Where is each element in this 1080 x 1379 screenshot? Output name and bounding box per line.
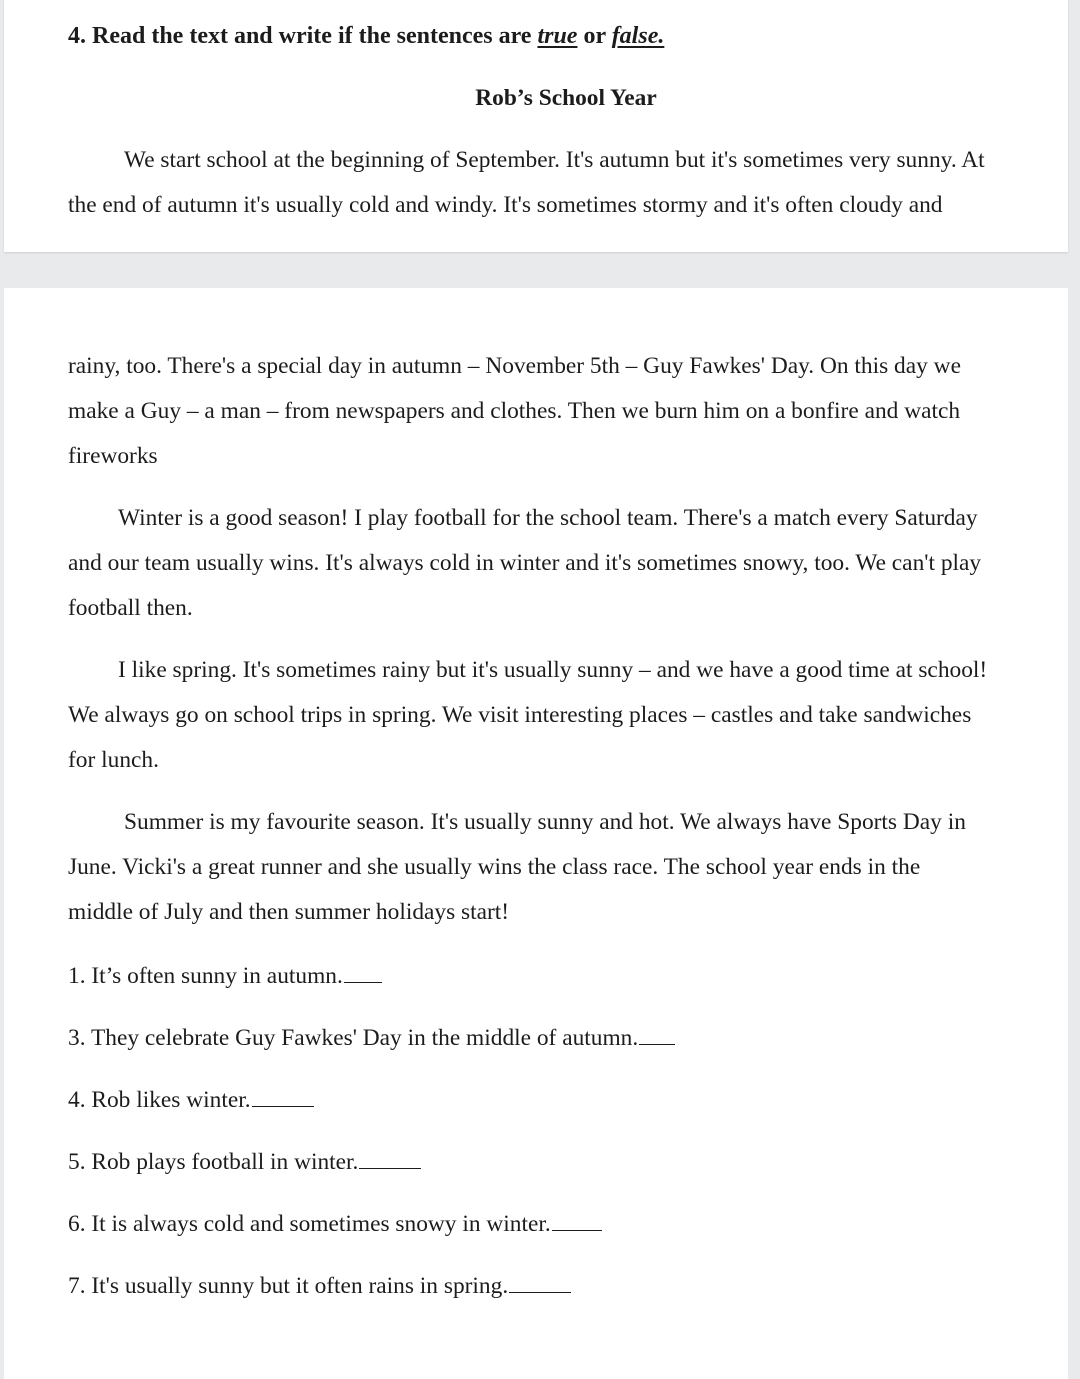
- question-item: [68, 1146, 421, 1176]
- paragraph-line: We start school at the beginning of September. It's autumn but it's sometimes very sunny. At: [124, 147, 985, 173]
- question-text: 7. It's usually sunny but it often rains in spring.: [68, 1273, 509, 1299]
- question-text: 3. They celebrate Guy Fawkes' Day in the middle of autumn.: [68, 1025, 639, 1051]
- question-item: [68, 1084, 314, 1114]
- question-item: [68, 960, 382, 990]
- question-item: [68, 1022, 675, 1052]
- answer-blank[interactable]: [252, 1084, 314, 1107]
- paragraph-line: middle of July and then summer holidays start!: [68, 899, 510, 925]
- answer-blank[interactable]: [639, 1022, 675, 1045]
- answer-blank[interactable]: [344, 960, 382, 983]
- question-item: [68, 1208, 602, 1238]
- page-1: [4, 0, 1068, 252]
- word-true: true: [537, 23, 578, 49]
- paragraph-line: I like spring. It's sometimes rainy but it's usually sunny – and we have a good time at school!: [118, 657, 988, 683]
- paragraph-line: June. Vicki's a great runner and she usually wins the class race. The school year ends in the: [68, 854, 921, 880]
- paragraph-line: the end of autumn it's usually cold and windy. It's sometimes stormy and it's often cloudy and: [68, 192, 943, 218]
- question-text: 5. Rob plays football in winter.: [68, 1149, 359, 1175]
- paragraph-line: and our team usually wins. It's always cold in winter and it's sometimes snowy, too. We can't play: [68, 550, 982, 576]
- question-text: 4. Rob likes winter.: [68, 1087, 251, 1113]
- question-item: [68, 1270, 571, 1300]
- paragraph-line: make a Guy – a man – from newspapers and clothes. Then we burn him on a bonfire and watch: [68, 398, 961, 424]
- paragraph-line: Summer is my favourite season. It's usually sunny and hot. We always have Sports Day in: [124, 809, 966, 835]
- paragraph-line: football then.: [68, 595, 193, 621]
- paragraph-line: fireworks: [68, 443, 158, 469]
- word-or: or: [583, 23, 606, 49]
- page-2: [4, 288, 1068, 1379]
- question-text: 6. It is always cold and sometimes snowy in winter.: [68, 1211, 551, 1237]
- paragraph-line: for lunch.: [68, 747, 159, 773]
- text-title: Rob’s School Year: [475, 85, 657, 111]
- question-text: 1. It’s often sunny in autumn.: [68, 963, 343, 989]
- exercise-heading: [68, 22, 664, 50]
- paragraph-line: We always go on school trips in spring. We visit interesting places – castles and take sandwiches: [68, 702, 972, 728]
- heading-text: 4. Read the text and write if the sentences are: [68, 23, 532, 49]
- answer-blank[interactable]: [509, 1270, 571, 1293]
- word-false: false.: [611, 23, 665, 49]
- answer-blank[interactable]: [359, 1146, 421, 1169]
- answer-blank[interactable]: [552, 1208, 602, 1231]
- paragraph-line: rainy, too. There's a special day in autumn – November 5th – Guy Fawkes' Day. On this day we: [68, 353, 961, 379]
- paragraph-line: Winter is a good season! I play football for the school team. There's a match every Saturday: [118, 505, 978, 531]
